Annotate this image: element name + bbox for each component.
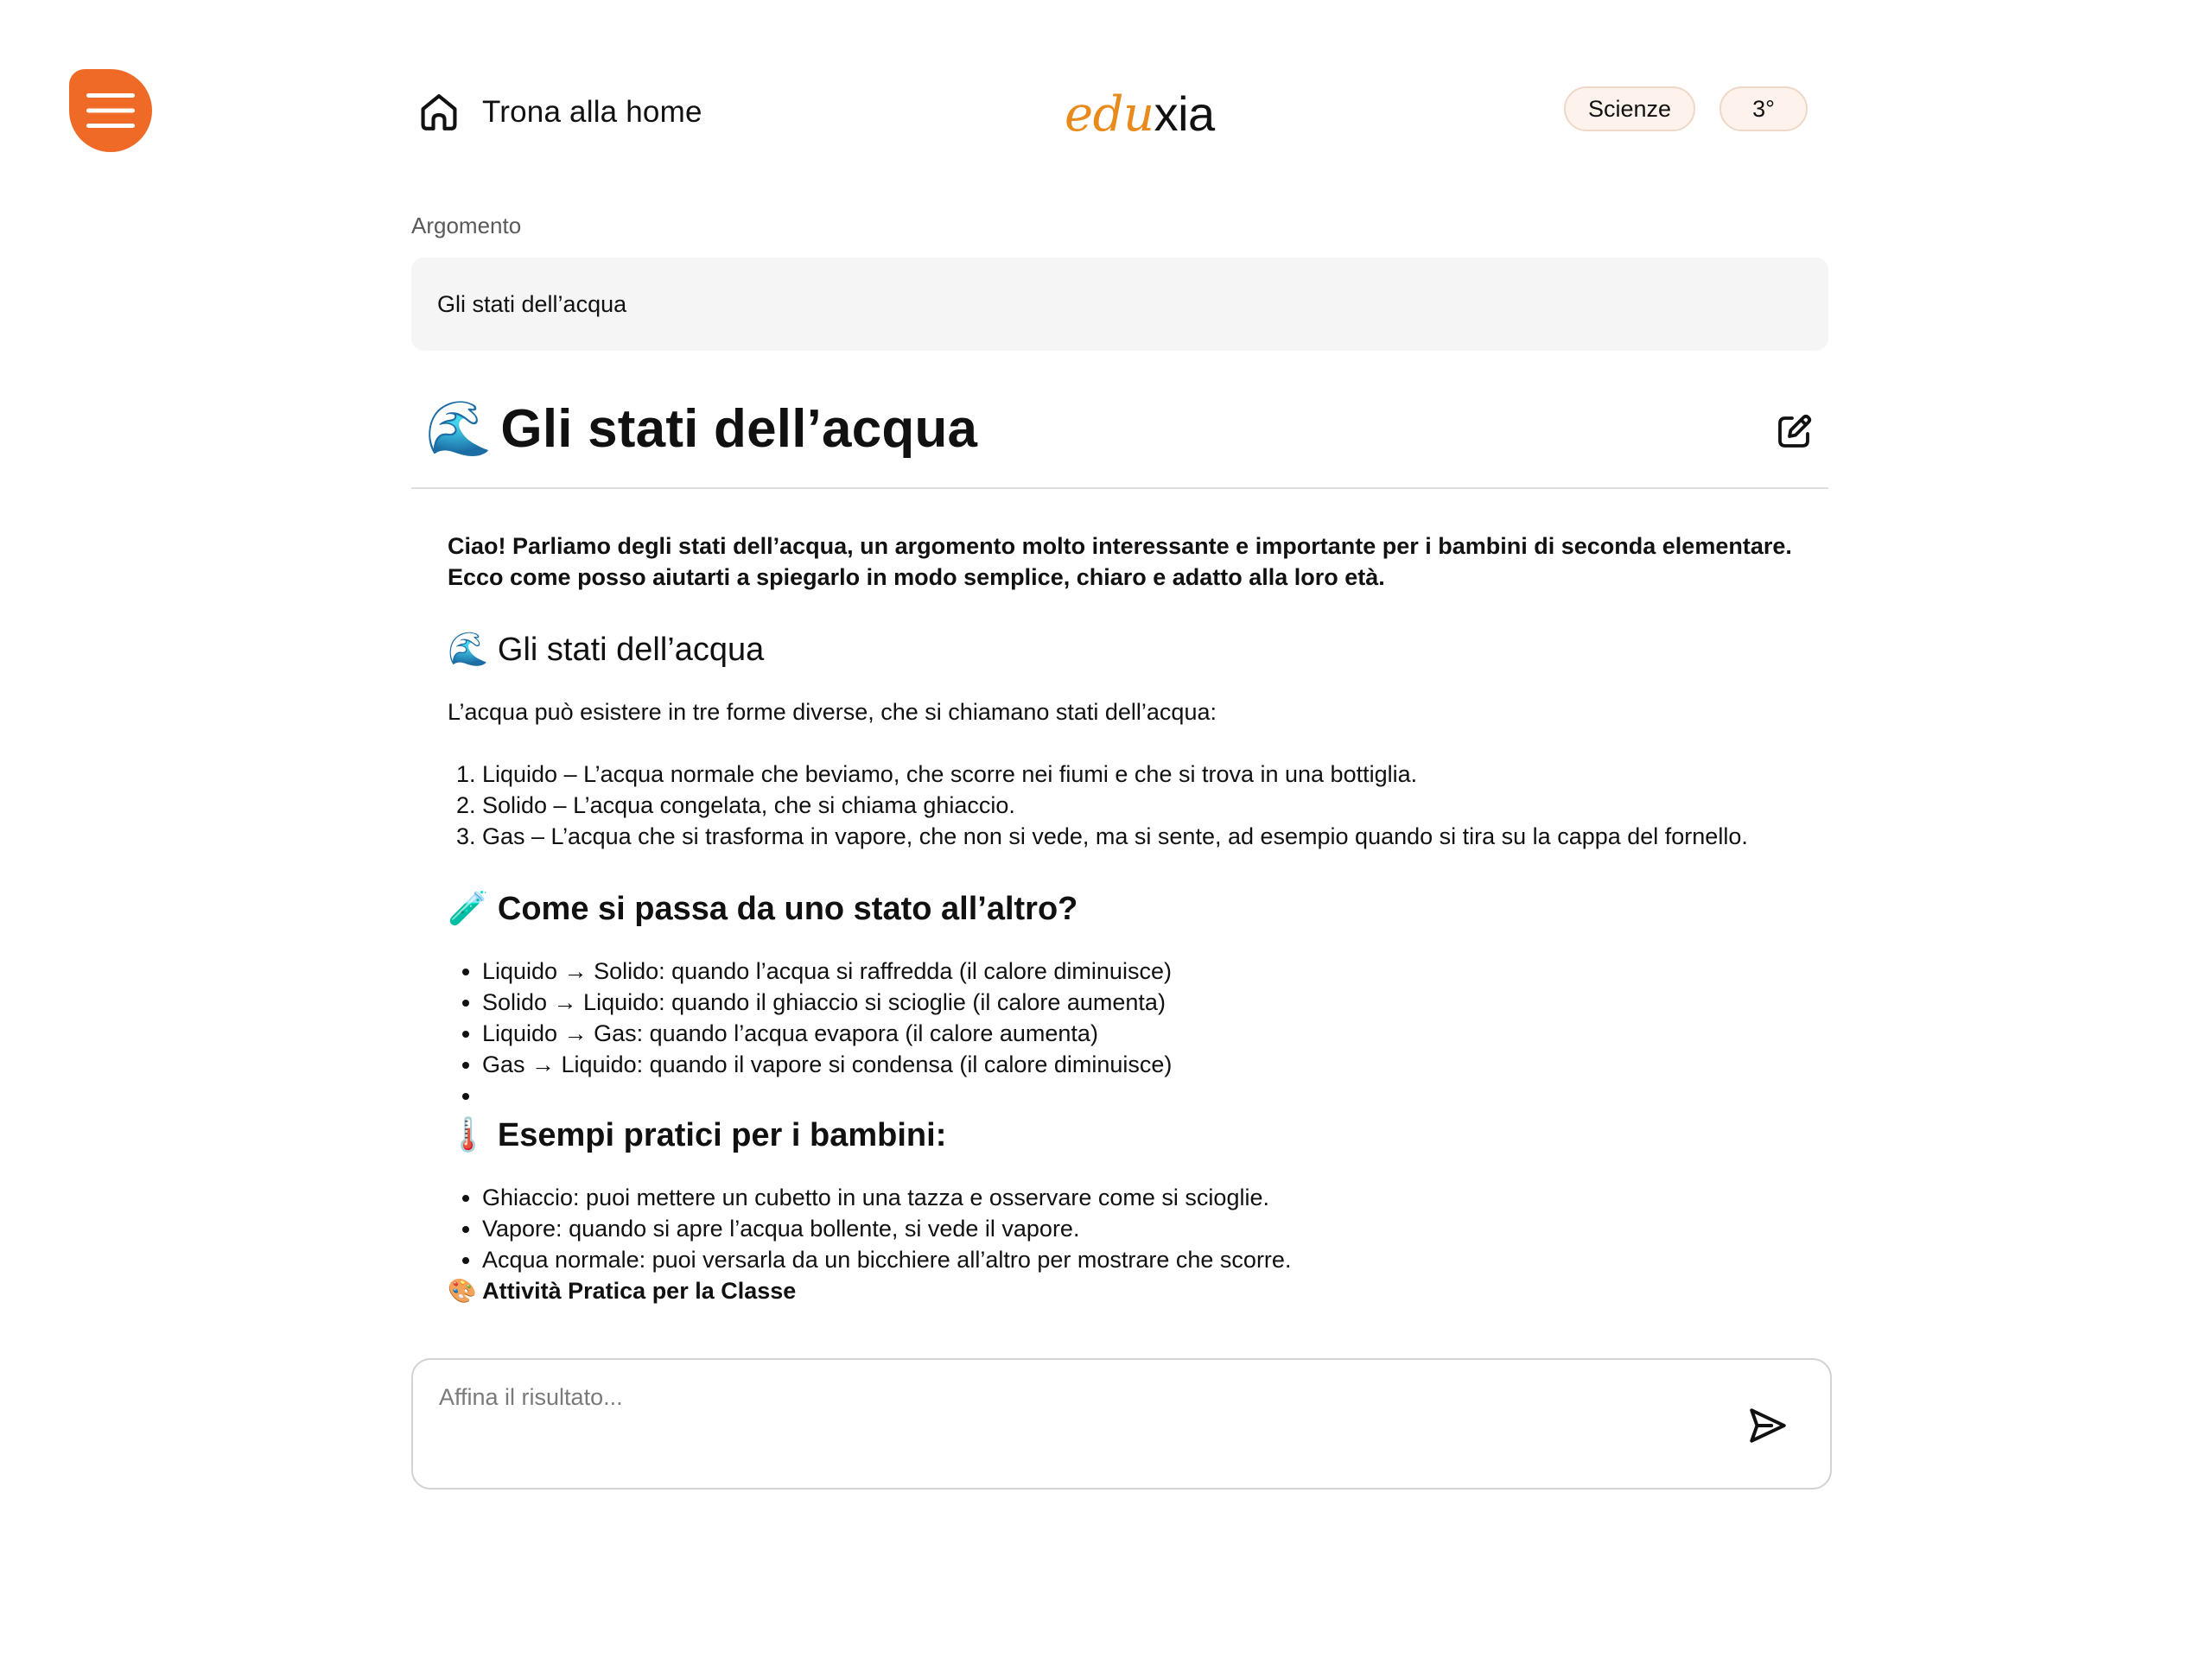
states-list xyxy=(448,759,1828,852)
main-container xyxy=(411,0,1832,1658)
list-item: • Liquido → Gas: quando l’acqua evapora (il calore aumenta) xyxy=(482,1018,1828,1049)
grade-chip[interactable]: 3° xyxy=(1719,86,1808,131)
list-item: 2. Solido – L’acqua congelata, che si chiama ghiaccio. xyxy=(482,790,1828,821)
menu-button[interactable] xyxy=(69,69,152,152)
list-item xyxy=(482,1080,1828,1111)
subject-chip[interactable]: Scienze xyxy=(1564,86,1695,131)
section-paragraph: L’acqua può esistere in tre forme diverse, che si chiamano stati dell’acqua: xyxy=(448,699,1217,725)
topic-label: Argomento xyxy=(411,213,522,238)
examples-list xyxy=(448,1182,1828,1275)
document-title-text: Gli stati dell’acqua xyxy=(500,399,978,459)
home-link-label: Trona alla home xyxy=(482,95,702,129)
list-item: 3. Gas – L’acqua che si trasforma in vapore, che non si vede, ma si sente, ad esempio quando si tira su la cappa del fornello. xyxy=(482,821,1828,852)
topic-input[interactable]: Gli stati dell’acqua xyxy=(411,257,1828,351)
wave-icon: 🌊 xyxy=(448,632,489,668)
section-heading-states xyxy=(448,629,1828,670)
document-title-row xyxy=(411,391,1828,489)
edit-icon[interactable] xyxy=(1773,411,1815,453)
section-heading-examples xyxy=(448,1115,1828,1156)
intro-paragraph: Ciao! Parliamo degli stati dell’acqua, un argomento molto interessante e importante per i bambini di seconda elementare. Ecco come posso aiutarti a spiegarlo in modo semplice, chiaro e adatto alla loro età. xyxy=(448,533,1792,590)
home-icon xyxy=(415,88,463,137)
thermometer-icon: 🌡️ xyxy=(448,1117,489,1153)
section-heading-transitions xyxy=(448,888,1828,930)
eduxia-logo xyxy=(1065,86,1215,143)
generated-content xyxy=(448,530,1828,1351)
transitions-list xyxy=(448,956,1828,1111)
send-button[interactable] xyxy=(1742,1400,1794,1452)
list-item: • Gas → Liquido: quando il vapore si condensa (il calore diminuisce) xyxy=(482,1049,1828,1080)
test-tube-icon: 🧪 xyxy=(448,891,489,927)
send-icon xyxy=(1746,1404,1789,1447)
list-item: 1. Liquido – L’acqua normale che beviamo, che scorre nei fiumi e che si trova in una bottiglia. xyxy=(482,759,1828,790)
document-title xyxy=(425,397,977,461)
list-item: • Solido → Liquido: quando il ghiaccio si scioglie (il calore aumenta) xyxy=(482,987,1828,1018)
logo-edu: edu xyxy=(1065,86,1154,143)
palette-icon: 🎨 xyxy=(448,1278,477,1304)
section-heading-text: Attività Pratica per la Classe xyxy=(482,1278,797,1304)
refine-input[interactable] xyxy=(439,1384,1700,1411)
section-heading-text: Esempi pratici per i bambini: xyxy=(497,1117,947,1153)
refine-box xyxy=(411,1358,1832,1490)
hamburger-icon xyxy=(86,92,135,130)
wave-icon: 🌊 xyxy=(425,399,493,459)
section-heading-text: Gli stati dell’acqua xyxy=(497,632,765,668)
home-link[interactable] xyxy=(415,88,702,137)
list-item: • Acqua normale: puoi versarla da un bicchiere all’altro per mostrare che scorre. xyxy=(482,1244,1828,1275)
logo-xia: xia xyxy=(1154,86,1215,141)
section-heading-activity xyxy=(448,1275,1828,1306)
header xyxy=(411,76,1832,149)
section-heading-text: Come si passa da uno stato all’altro? xyxy=(497,891,1078,927)
list-item: • Liquido → Solido: quando l’acqua si raffredda (il calore diminuisce) xyxy=(482,956,1828,987)
list-item: • Ghiaccio: puoi mettere un cubetto in una tazza e osservare come si scioglie. xyxy=(482,1182,1828,1213)
list-item: • Vapore: quando si apre l’acqua bollente, si vede il vapore. xyxy=(482,1213,1828,1244)
